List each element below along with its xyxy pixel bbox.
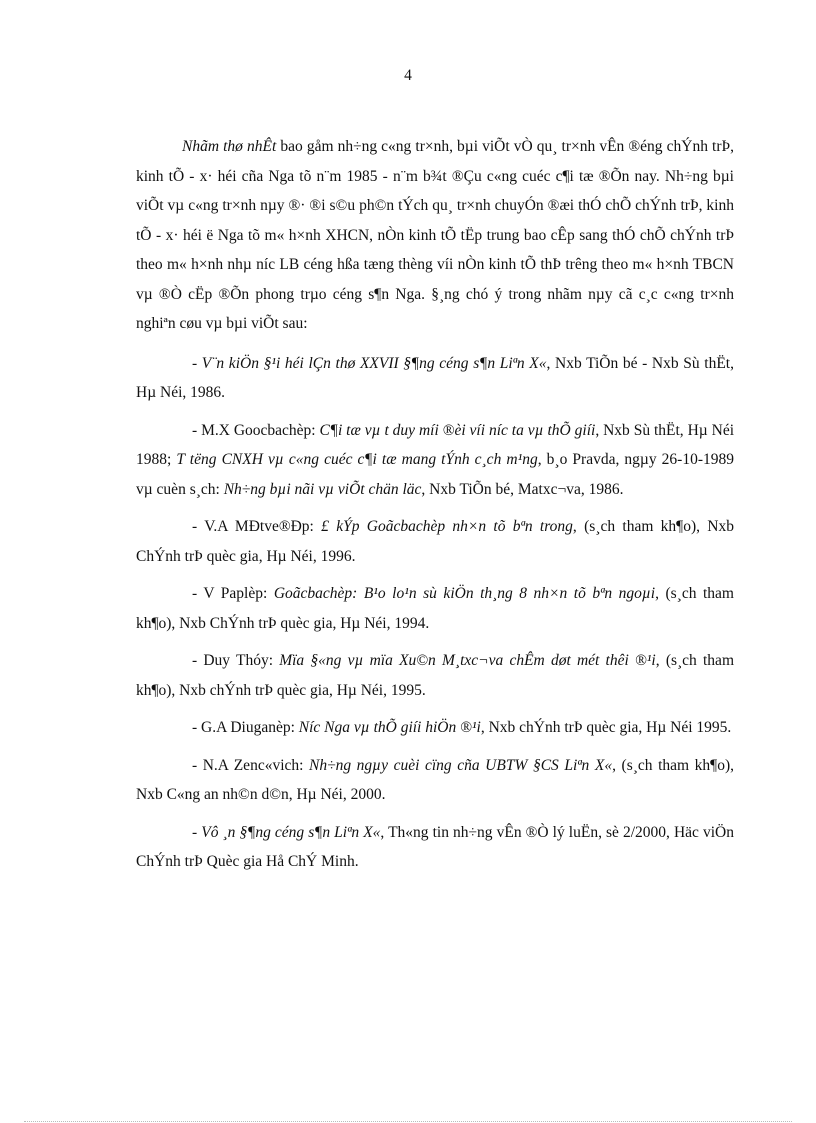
reference-item: [136, 751, 734, 810]
reference-author: - Duy Thóy:: [192, 652, 280, 669]
page-bottom-divider: [24, 1121, 792, 1122]
reference-author: - G.A Diuganèp:: [192, 719, 299, 736]
intro-lead: Nhãm thø nhÊt: [182, 138, 277, 155]
reference-title: T tëng CNXH vµ c«ng cuéc c¶i tæ mang tÝnh c¸ch m¹ng: [176, 451, 538, 468]
reference-publisher: , Nxb TiÕn bé - Nxb Sù thËt, Hµ Néi, 1986.: [136, 354, 734, 401]
reference-publisher: , b¸o Pravda, ngµy 26-10-1989 vµ cuèn s¸ch:: [136, 451, 734, 498]
reference-publisher: , Nxb Sù thËt, Hµ Néi 1988;: [136, 421, 735, 468]
reference-item: [136, 416, 734, 505]
reference-title: V¨n kiÖn §¹i héi lÇn thø XXVII §¶ng céng s¶n Liªn X«: [201, 354, 547, 372]
reference-title: C¶i tæ vµ t duy míi ®èi víi níc ta vµ thÕ giíi: [319, 421, 596, 439]
reference-title: Mïa §«ng vµ mïa Xu©n M¸txc¬va chÊm døt mét thêi ®¹i: [279, 652, 656, 669]
reference-author: - N.A Zenc«vich:: [192, 756, 310, 774]
reference-author: - V.A MÐtve®Ðp:: [192, 518, 322, 535]
reference-item: [136, 512, 734, 571]
page-number: 4: [404, 67, 412, 84]
reference-author: - V Paplèp:: [192, 585, 274, 602]
reference-item: [136, 579, 734, 638]
reference-publisher: , Nxb TiÕn bé, Matxc¬va, 1986.: [421, 480, 624, 498]
reference-title: Vô ¸n §¶ng céng s¶n Liªn X«: [201, 823, 381, 841]
reference-title: Nh÷ng ngµy cuèi cïng cña UBTW §CS Liªn X«: [309, 756, 613, 774]
reference-title: Goãcbachèp: B¹o lo¹n sù kiÖn th¸ng 8 nh×n tõ bªn ngoµi: [273, 585, 656, 602]
intro-text: bao gåm nh÷ng c«ng tr×nh, bµi viÕt vÒ qu¸ tr×nh vÊn ®éng chÝnh trÞ, kinh tÕ - x· héi cña Nga tõ n¨m 1985 - n¨m b¾t ®Çu c«ng cuéc c¶i tæ ®Õn nay. Nh÷ng bµi viÕt vµ c«ng tr×nh nµy ®· ®i s©u ph©n tÝch qu¸ tr×nh chuyÓn ®æi thÓ chÕ chÝnh trÞ, kinh tÕ - x· héi ë Nga tõ m« h×nh XHCN, nÒn kinh tÕ tËp trung bao cÊp sang thÓ chÕ chÝnh trÞ theo m« h×nh nhµ níc LB céng hßa tæng thèng víi nÒn kinh tÕ thÞ trêng theo m« h×nh TBCN vµ ®Ò cËp ®Õn phong trµo céng s¶n Nga. §¸ng chó ý trong nhãm nµy cã c¸c c«ng tr×nh nghiªn cøu vµ bµi viÕt sau:: [136, 138, 734, 332]
reference-publisher: , Th«ng tin nh÷ng vÊn ®Ò lý luËn, sè 2/2000, Häc viÖn ChÝnh trÞ Quèc gia Hå ChÝ Minh.: [136, 823, 734, 870]
reference-item: [136, 646, 734, 705]
reference-author: - M.X Goocbachèp:: [192, 421, 320, 439]
reference-title: Nh÷ng bµi nãi vµ viÕt chän läc: [223, 480, 422, 498]
reference-item: [136, 713, 734, 743]
document-body: [136, 132, 734, 885]
intro-paragraph: [136, 132, 734, 339]
reference-author: -: [192, 354, 202, 372]
reference-title: £ kÝp Goãcbachèp nh×n tõ bªn trong: [321, 518, 573, 535]
reference-item: [136, 349, 734, 408]
reference-publisher: , (s¸ch tham kh¶o), Nxb chÝnh trÞ quèc gia, Hµ Néi, 1995.: [136, 652, 734, 699]
reference-publisher: , (s¸ch tham kh¶o), Nxb C«ng an nh©n d©n, Hµ Néi, 2000.: [136, 756, 734, 803]
reference-publisher: , (s¸ch tham kh¶o), Nxb ChÝnh trÞ quèc gia, Hµ Néi, 1996.: [136, 518, 734, 565]
reference-author: -: [192, 823, 202, 841]
reference-title: Níc Nga vµ thÕ giíi hiÖn ®¹i: [298, 719, 481, 736]
reference-publisher: , Nxb chÝnh trÞ quèc gia, Hµ Néi 1995.: [480, 719, 732, 736]
reference-item: [136, 818, 734, 877]
reference-publisher: , (s¸ch tham kh¶o), Nxb ChÝnh trÞ quèc gia, Hµ Néi, 1994.: [136, 585, 734, 632]
